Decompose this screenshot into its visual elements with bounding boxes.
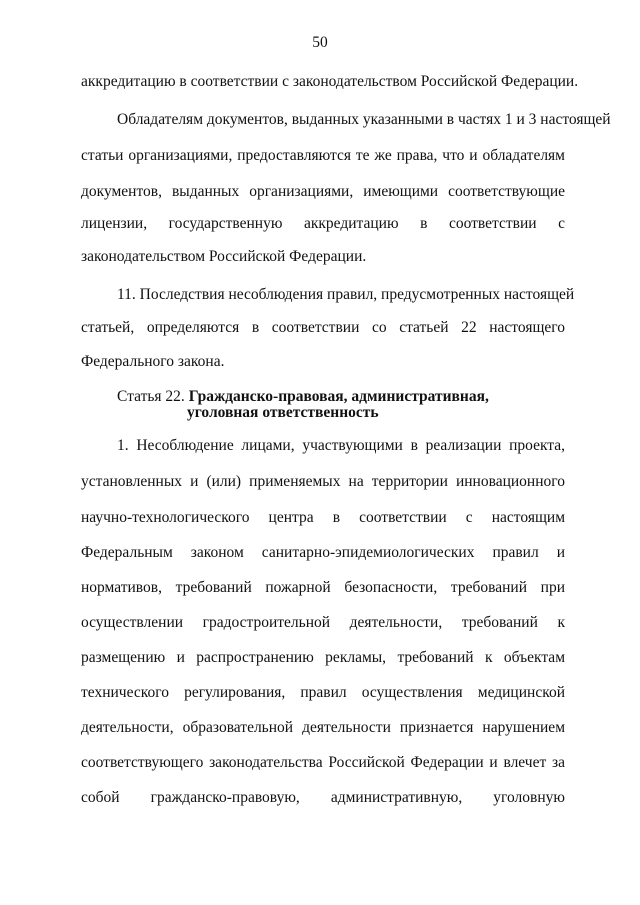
text-line: аккредитацию в соответствии с законодательством Российской Федерации.	[81, 73, 579, 90]
text-line: технического регулирования, правил осуществления медицинской	[81, 684, 565, 701]
article-prefix: Статья 22.	[117, 388, 185, 405]
text-line: законодательством Российской Федерации.	[81, 248, 367, 265]
text-line: собой гражданско-правовую, административную, уголовную	[81, 789, 565, 806]
text-line: научно-технологического центра в соответствии с настоящим	[81, 509, 565, 526]
text-line: соответствующего законодательства Российской Федерации и влечет за	[81, 754, 565, 771]
text-line: установленных и (или) применяемых на территории инновационного	[81, 473, 565, 490]
text-line: нормативов, требований пожарной безопасности, требований при	[81, 579, 565, 596]
text-line: Федерального закона.	[81, 353, 225, 370]
article-title-line1: Гражданско-правовая, административная,	[188, 388, 489, 405]
page-number: 50	[312, 34, 328, 51]
text-line: 11. Последствия несоблюдения правил, предусмотренных настоящей	[117, 286, 575, 303]
article-title-line2: уголовная ответственность	[187, 404, 379, 421]
text-line: Федеральным законом санитарно-эпидемиологических правил и	[81, 544, 565, 561]
text-line: осуществлении градостроительной деятельности, требований к	[81, 614, 565, 631]
text-line: статьей, определяются в соответствии со статьей 22 настоящего	[81, 319, 565, 336]
text-line: размещению и распространению рекламы, требований к объектам	[81, 649, 565, 666]
text-line: 1. Несоблюдение лицами, участвующими в реализации проекта,	[117, 437, 565, 454]
text-line: документов, выданных организациями, имеющими соответствующие	[81, 183, 565, 200]
text-line: лицензии, государственную аккредитацию в соответствии с	[81, 215, 565, 232]
text-line: статьи организациями, предоставляются те же права, что и обладателям	[81, 147, 565, 164]
text-line: деятельности, образовательной деятельности признается нарушением	[81, 719, 565, 736]
text-line: Обладателям документов, выданных указанными в частях 1 и 3 настоящей	[117, 111, 611, 128]
